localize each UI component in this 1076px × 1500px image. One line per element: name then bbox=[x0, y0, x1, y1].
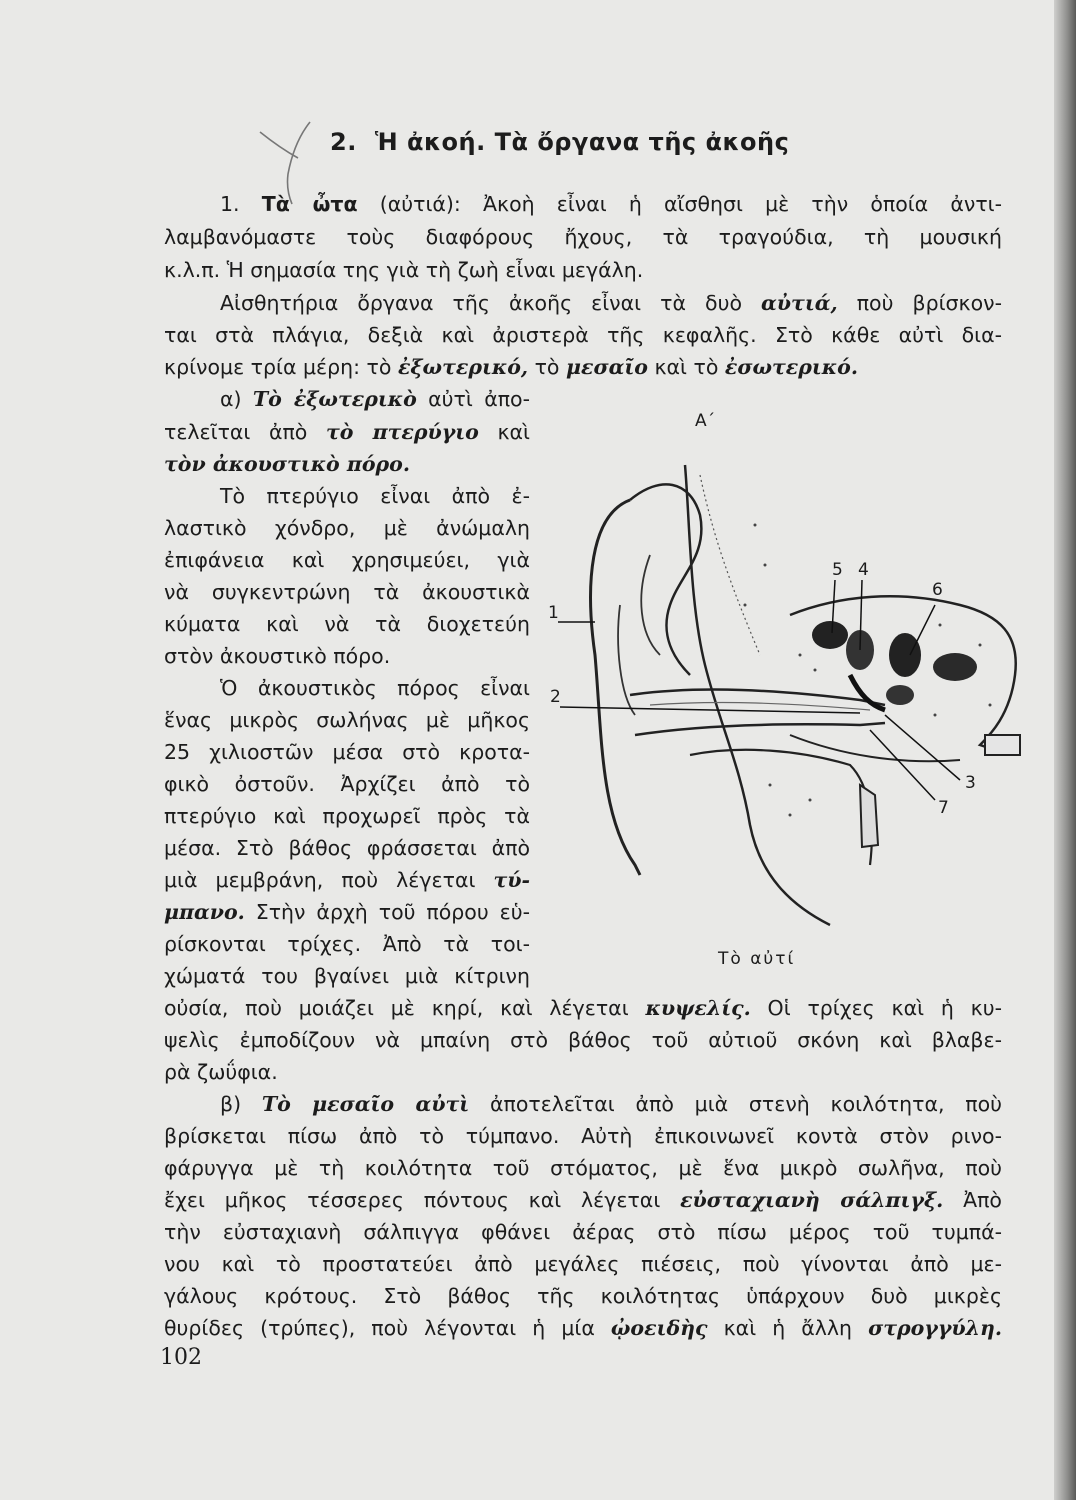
pd-text: ἔχει μῆκος τέσσερες πόντους καὶ λέγεται bbox=[164, 1188, 681, 1212]
term-aftia: αὐτιά, bbox=[761, 291, 838, 315]
pa-line-3 bbox=[164, 450, 530, 478]
section-title-text: Ἡ ἀκοή. Τὰ ὄργανα τῆς ἀκοῆς bbox=[374, 128, 790, 156]
p2-line-1 bbox=[164, 289, 1002, 317]
term-kypselis: κυψελίς. bbox=[645, 996, 751, 1020]
pa-line-2 bbox=[164, 418, 530, 446]
pb-line-5: κύματα καὶ νὰ τὰ διοχετεύη bbox=[164, 612, 530, 636]
p1-line-2: λαμβανόμαστε τοὺς διαφόρους ἤχους, τὰ τραγούδια, τὴ μουσική bbox=[164, 225, 1002, 249]
figure-label-a: Α΄ bbox=[695, 411, 716, 431]
term-eustachian-tube: εὐσταχιανὴ σάλπιγξ. bbox=[680, 1188, 944, 1212]
pd-line-7: γάλους κρότους. Στὸ βάθος τῆς κοιλότητας ὑπάρχουν δυὸ μικρὲς bbox=[164, 1284, 1002, 1308]
pa-text: αὐτὶ ἀπο- bbox=[416, 387, 530, 411]
pc-text: μιὰ μεμβράνη, ποὺ λέγεται bbox=[164, 868, 494, 892]
pa-text: α) bbox=[220, 387, 253, 411]
p1-line-1 bbox=[164, 190, 1002, 218]
p1-line-3: κ.λ.π. Ἡ σημασία της γιὰ τὴ ζωὴ εἶναι μεγάλη. bbox=[164, 258, 644, 282]
term-tympano-1: τύ- bbox=[493, 868, 530, 892]
pc-text: οὐσία, ποὺ μοιάζει μὲ κηρί, καὶ λέγεται bbox=[164, 996, 646, 1020]
pc-text: Στὴν ἀρχὴ τοῦ πόρου εὑ- bbox=[244, 900, 530, 924]
section-title bbox=[330, 128, 789, 156]
figure-label-7: 7 bbox=[938, 798, 949, 818]
pa-text: καὶ bbox=[478, 420, 530, 444]
p2-text: τὸ bbox=[528, 355, 566, 379]
pd-line-2: βρίσκεται πίσω ἀπὸ τὸ τύμπανο. Αὐτὴ ἐπικοινωνεῖ κοντὰ στὸν ρινο- bbox=[164, 1124, 1002, 1148]
pd-line-6: νου καὶ τὸ προστατεύει ἀπὸ μεγάλες πιέσεις, ποὺ γίνονται ἀπὸ με- bbox=[164, 1252, 1002, 1276]
pc-line-1: Ὁ ἀκουστικὸς πόρος εἶναι bbox=[220, 676, 530, 700]
pc-line-9: ρίσκονται τρίχες. Ἀπὸ τὰ τοι- bbox=[164, 932, 530, 956]
pd-line-3: φάρυγγα μὲ τὴ κοιλότητα τοῦ στόματος, μὲ ἕνα μικρὸ σωλῆνα, ποὺ bbox=[164, 1156, 1002, 1180]
p2-line-2: ται στὰ πλάγια, δεξιὰ καὶ ἀριστερὰ τῆς κεφαλῆς. Στὸ κάθε αὐτὶ δια- bbox=[164, 323, 1002, 347]
pc-text: Οἱ τρίχες καὶ ἡ κυ- bbox=[750, 996, 1003, 1020]
page-number: 102 bbox=[160, 1345, 202, 1370]
term-outer-ear: Τὸ ἐξωτερικὸ bbox=[252, 387, 417, 411]
pd-line-1 bbox=[164, 1090, 1002, 1118]
term-tympano-2: μπανο. bbox=[164, 900, 245, 924]
p1-text: (αὐτιά): Ἀκοὴ εἶναι ἡ αἴσθησι μὲ τὴν ὁποία ἀντι- bbox=[357, 192, 1002, 216]
pc-line-12: ψελὶς ἐμποδίζουν νὰ μπαίνη στὸ βάθος τοῦ αὐτιοῦ σκόνη καὶ βλαβε- bbox=[164, 1028, 1002, 1052]
term-oval-window: ᾠοειδὴς bbox=[610, 1316, 708, 1340]
figure-label-3: 3 bbox=[965, 773, 976, 793]
pc-line-3: 25 χιλιοστῶν μέσα στὸ κροτα- bbox=[164, 740, 530, 764]
pb-line-3: ἐπιφάνεια καὶ χρησιμεύει, γιὰ bbox=[164, 548, 530, 572]
pc-line-10: χώματά του βγαίνει μιὰ κίτρινη bbox=[164, 964, 530, 988]
term-ear-canal: τὸν ἀκουστικὸ πόρο. bbox=[164, 452, 410, 476]
pd-text: θυρίδες (τρύπες), ποὺ λέγονται ἡ μία bbox=[164, 1316, 611, 1340]
pd-line-4 bbox=[164, 1186, 1002, 1214]
pa-text: τελεῖται ἀπὸ bbox=[164, 420, 326, 444]
pc-line-13: ρὰ ζωΰφια. bbox=[164, 1060, 278, 1084]
p2-line-3 bbox=[164, 353, 1002, 381]
figure-label-6: 6 bbox=[932, 580, 943, 600]
ear-diagram bbox=[540, 405, 1040, 975]
pb-line-4: νὰ συγκεντρώνη τὰ ἀκουστικὰ bbox=[164, 580, 530, 604]
pc-line-8 bbox=[164, 898, 530, 926]
pd-text: Ἀπὸ bbox=[943, 1188, 1002, 1212]
figure-caption: Τὸ αὐτί bbox=[718, 949, 796, 969]
term-esoteriko: ἐσωτερικό. bbox=[724, 355, 858, 379]
pd-text: β) bbox=[220, 1092, 262, 1116]
pd-text: καὶ ἡ ἄλλη bbox=[707, 1316, 869, 1340]
p2-text: ποὺ βρίσκον- bbox=[837, 291, 1002, 315]
p2-text: κρίνομε τρία μέρη: τὸ bbox=[164, 355, 398, 379]
term-middle-ear: Τὸ μεσαῖο αὐτὶ bbox=[261, 1092, 470, 1116]
pc-line-7 bbox=[164, 866, 530, 894]
term-ota: Τὰ ὦτα bbox=[261, 192, 358, 216]
pc-line-5: πτερύγιο καὶ προχωρεῖ πρὸς τὰ bbox=[164, 804, 530, 828]
pb-line-2: λαστικὸ χόνδρο, μὲ ἀνώμαλη bbox=[164, 516, 530, 540]
figure-label-2: 2 bbox=[550, 687, 561, 707]
section-number: 2. bbox=[330, 128, 357, 156]
figure-label-4: 4 bbox=[858, 560, 869, 580]
page-edge-shadow bbox=[1054, 0, 1076, 1500]
p2-text: Αἰσθητήρια ὄργανα τῆς ἀκοῆς εἶναι τὰ δυὸ bbox=[220, 291, 762, 315]
pc-line-11 bbox=[164, 994, 1002, 1022]
pa-line-1 bbox=[164, 385, 530, 413]
pb-line-6: στὸν ἀκουστικὸ πόρο. bbox=[164, 644, 391, 668]
pc-line-6: μέσα. Στὸ βάθος φράσσεται ἀπὸ bbox=[164, 836, 530, 860]
ear-illustration-icon bbox=[540, 405, 1040, 975]
term-mesaio: μεσαῖο bbox=[565, 355, 648, 379]
pc-line-4: φικὸ ὀστοῦν. Ἀρχίζει ἀπὸ τὸ bbox=[164, 772, 530, 796]
pd-line-8 bbox=[164, 1314, 1002, 1342]
term-pterygio: τὸ πτερύγιο bbox=[325, 420, 479, 444]
p2-text: καὶ τὸ bbox=[647, 355, 725, 379]
pc-line-2: ἕνας μικρὸς σωλήνας μὲ μῆκος bbox=[164, 708, 530, 732]
pd-text: ἀποτελεῖται ἀπὸ μιὰ στενὴ κοιλότητα, ποὺ bbox=[469, 1092, 1002, 1116]
term-round-window: στρογγύλη. bbox=[868, 1316, 1002, 1340]
pb-line-1: Τὸ πτερύγιο εἶναι ἀπὸ ἐ- bbox=[220, 484, 530, 508]
figure-label-1: 1 bbox=[548, 603, 559, 623]
term-exoteriko: ἐξωτερικό, bbox=[397, 355, 529, 379]
p1-lead: 1. bbox=[220, 192, 262, 216]
pd-line-5: τὴν εὐσταχιανὴ σάλπιγγα φθάνει ἀέρας στὸ πίσω μέρος τοῦ τυμπά- bbox=[164, 1220, 1002, 1244]
figure-label-5: 5 bbox=[832, 560, 843, 580]
